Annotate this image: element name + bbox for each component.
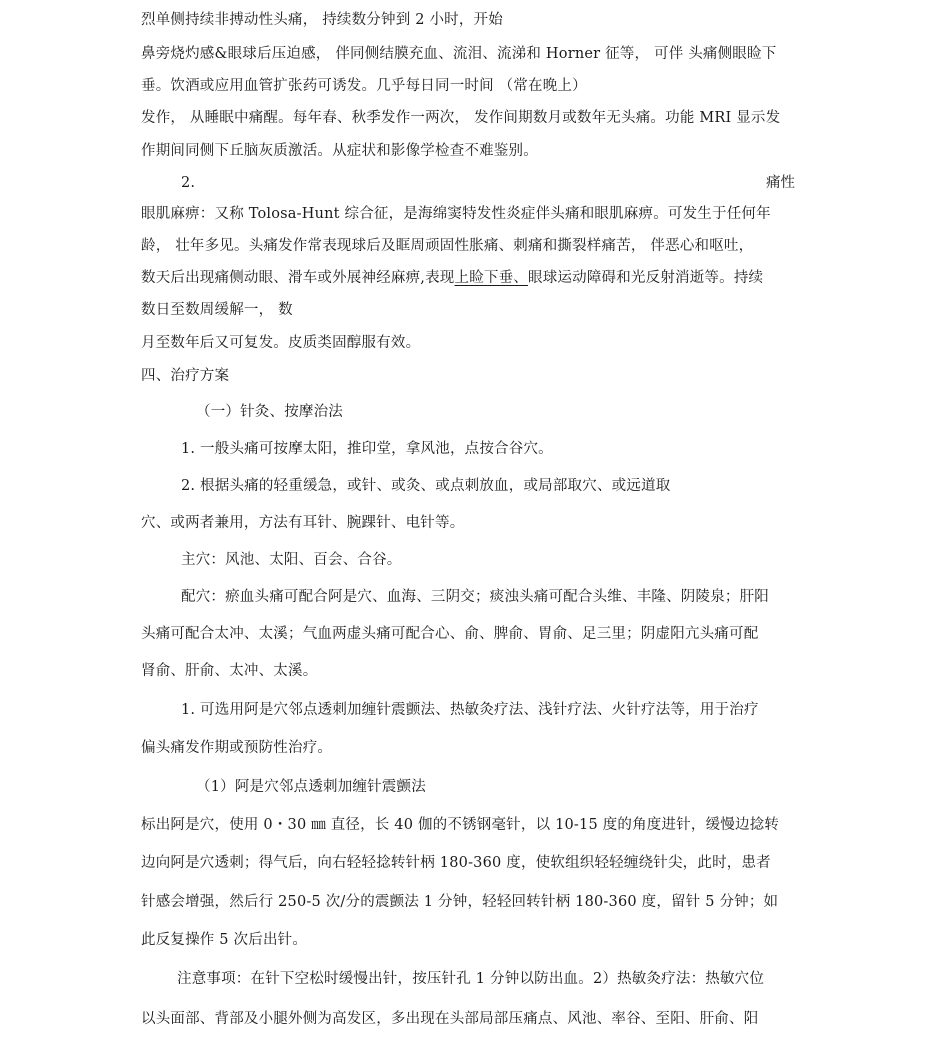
text-line: 2. 根据头痛的轻重缓急，或针、或灸、或点刺放血，或局部取穴、或远道取 [181,478,671,494]
text-line: 此反复操作 5 次后出针。 [141,932,308,948]
text-line: 注意事项：在针下空松时缓慢出针，按压针孔 1 分钟以防出血。2）热敏灸疗法：热敏穴位 [177,971,765,987]
text-line: 月至数年后又可复发。皮质类固醇服有效。 [141,335,421,351]
subsection-heading: （一）针灸、按摩治法 [196,404,343,420]
text-line: 偏头痛发作期或预防性治疗。 [141,740,333,756]
text-line: 发作， 从睡眠中痛醒。每年春、秋季发作一两次， 发作间期数月或数年无头痛。功能 MRI 显示发 [141,110,781,126]
list-number: 2. [181,175,196,191]
text-line: 穴、或两者兼用，方法有耳针、腕踝针、电针等。 [141,515,465,531]
text-line: 以头面部、背部及小腿外侧为高发区，多出现在头部局部压痛点、风池、率谷、至阳、肝俞、阳 [141,1011,759,1027]
text-segment: 数天后出现痛侧动眼、滑车或外展神经麻痹,表现 [141,270,455,286]
underlined-text: 上睑下垂、 [454,270,529,286]
subsection-heading: （1）阿是穴邻点透刺加缠针震颤法 [196,779,426,795]
text-line: 眼肌麻痹：又称 Tolosa-Hunt 综合征，是海绵窦特发性炎症伴头痛和眼肌麻痹。可发生于任何年 [141,206,771,222]
section-fragment: 痛性 [766,175,795,191]
text-line: 垂。饮酒或应用血管扩张药可诱发。几乎每日同一时间 （常在晚上） [141,78,587,94]
text-line: 1. 可选用阿是穴邻点透刺加缠针震颤法、热敏灸疗法、浅针疗法、火针疗法等，用于治疗 [181,702,759,718]
text-line: 烈单侧持续非搏动性头痛， 持续数分钟到 2 小时，开始 [141,12,503,28]
text-segment: 眼球运动障碍和光反射消逝等。持续 [528,270,764,286]
text-line: 龄， 壮年多见。头痛发作常表现球后及眶周顽固性胀痛、刺痛和撕裂样痛苦， 伴恶心和呕吐， [141,238,754,254]
text-line: 主穴：风池、太阳、百会、合谷。 [181,552,402,568]
text-line: 作期间同侧下丘脑灰质激活。从症状和影像学检查不难鉴别。 [141,143,538,159]
text-line: 1. 一般头痛可按摩太阳，推印堂，拿风池，点按合谷穴。 [181,441,553,457]
text-line: 数日至数周缓解一， 数 [141,302,293,318]
text-line: 头痛可配合太冲、太溪；气血两虚头痛可配合心、俞、脾俞、胃俞、足三里；阴虚阳亢头痛可配 [141,626,759,642]
text-line: 鼻旁烧灼感&眼球后压迫感， 伴同侧结膜充血、流泪、流涕和 Horner 征等， 可伴 头痛侧眼睑下 [141,46,777,62]
text-line: 针感会增强，然后行 250-5 次/分的震颤法 1 分钟，轻轻回转针柄 180-360 度，留针 5 分钟；如 [141,894,779,910]
section-heading: 四、治疗方案 [141,368,230,384]
text-line: 标出阿是穴，使用 0・30 ㎜ 直径，长 40 伽的不锈钢毫针，以 10-15 度的角度进针，缓慢边捻转 [141,817,780,833]
text-line: 边向阿是穴透刺；得气后，向右轻轻捻转针柄 180-360 度，使软组织轻轻缠绕针尖，此时，患者 [141,855,771,871]
text-line: 肾俞、肝俞、太冲、太溪。 [141,663,318,679]
text-line [141,268,763,288]
text-line: 配穴：瘀血头痛可配合阿是穴、血海、三阴交；痰浊头痛可配合头维、丰隆、阴陵泉；肝阳 [181,589,769,605]
